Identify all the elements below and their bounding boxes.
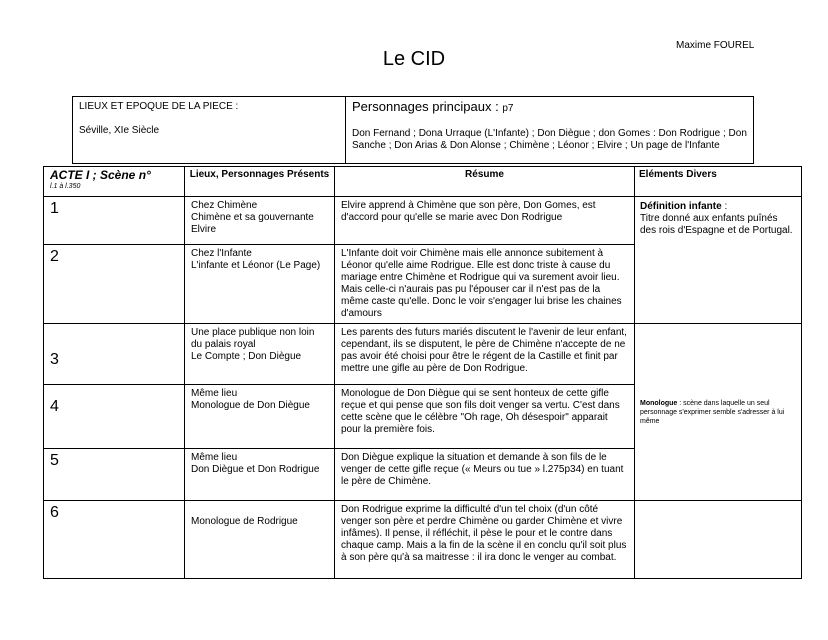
personnages-header: [352, 99, 747, 117]
definition-sep: :: [721, 201, 728, 212]
scene-resume: L'Infante doit voir Chimène mais elle annonce subitement à Léonor qu'elle aime Rodrigue. Elle est donc triste à cause du mariage entre Chimène et Rodrigue qui va surement avoir lieu. Mais celle-ci n'aurais pas pu l'épouser car il n'est pas de la même caste qu'elle. Donc le voir s'engager lui brise les chaines d'amours: [335, 245, 635, 324]
scene-lieu: [185, 449, 335, 501]
personnages-label: Personnages principaux :: [352, 99, 499, 114]
header-acte: [44, 167, 185, 197]
lieux-label: LIEUX ET EPOQUE DE LA PIECE :: [79, 101, 239, 112]
monologue-head: Monologue: [640, 399, 678, 407]
personnages-list: Don Fernand ; Dona Urraque (L'Infante) ; Don Diègue ; don Gomes : Don Rodrigue ; Don Sanche ; Don Arias & Don Alonse ; Chimène ; Léonor ; Elvire ; Un page de l'Infante: [352, 128, 747, 151]
definition-text: Titre donné aux enfants puînés des rois d'Espagne et de Portugal.: [640, 213, 793, 236]
header-acte-sub: l.1 à l.350: [50, 183, 81, 190]
elements-empty-cell: [635, 501, 802, 579]
table-row: [44, 501, 802, 579]
scene-number: 5: [44, 449, 185, 501]
scene-number: 6: [44, 501, 185, 579]
lieux-epoque-box: [72, 96, 346, 164]
page-title: Le CID: [382, 48, 446, 70]
scene-resume: Les parents des futurs mariés discutent le l'avenir de leur enfant, cependant, ils se disputent, le père de Chimène n'accepte de ne pas avoir été choisi pour être le régent de la Castille et finit par mettre une gifle au père de Don Rodrigue.: [335, 324, 635, 385]
scene-number: [44, 324, 185, 385]
table-row: [44, 324, 802, 385]
scene-resume: Don Diègue explique la situation et demande à son fils de le venger de cette gifle reçue (« Meurs ou tue » l.275p34) en tuant le père de Chimène.: [335, 449, 635, 501]
scene-resume: Monologue de Don Diègue qui se sent honteux de cette gifle reçue et qui pense que son fils doit venger sa vertu. C'est dans cette scène que le célèbre "Oh rage, Oh désespoir" apparait pour la première fois.: [335, 385, 635, 449]
scene-number-text: 3: [50, 351, 59, 368]
header-acte-label: ACTE I ; Scène n°: [50, 168, 151, 182]
scene-lieu: [185, 197, 335, 245]
author-name: Maxime FOUREL: [676, 40, 755, 51]
scene-number: 1: [44, 197, 185, 245]
scene-lieu-text: Chez Chimène Chimène et sa gouvernante Elvire: [191, 200, 314, 235]
table-row: [44, 197, 802, 245]
elements-monologue-cell: [635, 324, 802, 501]
lieux-value: Séville, XIe Siècle: [79, 125, 160, 136]
scene-lieu: [185, 385, 335, 449]
personnages-page: p7: [502, 103, 514, 114]
scene-number: [44, 385, 185, 449]
header-lieux: Lieux, Personnages Présents: [185, 167, 335, 197]
scene-lieu-text: Monologue de Rodrigue: [191, 516, 298, 527]
scene-resume: Elvire apprend à Chimène que son père, Don Gomes, est d'accord pour qu'elle se marie avec Don Rodrigue: [335, 197, 635, 245]
header-resume: Résume: [335, 167, 635, 197]
scenes-table: [43, 166, 802, 579]
table-header-row: [44, 167, 802, 197]
monologue-text: : scène dans laquelle un seul personnage s'exprimer semble s'adresser à lui même: [640, 399, 785, 425]
scene-lieu: [185, 501, 335, 579]
scene-lieu: [185, 324, 335, 385]
scene-number-text: 4: [50, 398, 59, 415]
scene-lieu: [185, 245, 335, 324]
scene-resume: Don Rodrigue exprime la difficulté d'un tel choix (d'un côté venger son père et perdre Chimène ou garder Chimène et vivre infâmes). Il pense, il réfléchit, il pèse le pour et le contre dans chaque camp. Mais a la fin de la scène il en conclu qu'il soit plus à son père qu'à sa maitresse : il ira donc le venger au combat.: [335, 501, 635, 579]
elements-definition-cell: [635, 197, 802, 324]
personnages-box: [345, 96, 754, 164]
definition-head: Définition infante: [640, 201, 722, 212]
scene-lieu-text: Chez l'Infante L'infante et Léonor (Le Page): [191, 248, 321, 271]
scene-lieu-text: Même lieu Monologue de Don Diègue: [191, 388, 310, 411]
scene-lieu-text: Une place publique non loin du palais royal Le Compte ; Don Diègue: [191, 327, 315, 362]
header-elements: Eléments Divers: [635, 167, 802, 197]
scene-lieu-text: Même lieu Don Diègue et Don Rodrigue: [191, 452, 320, 475]
scene-number: 2: [44, 245, 185, 324]
